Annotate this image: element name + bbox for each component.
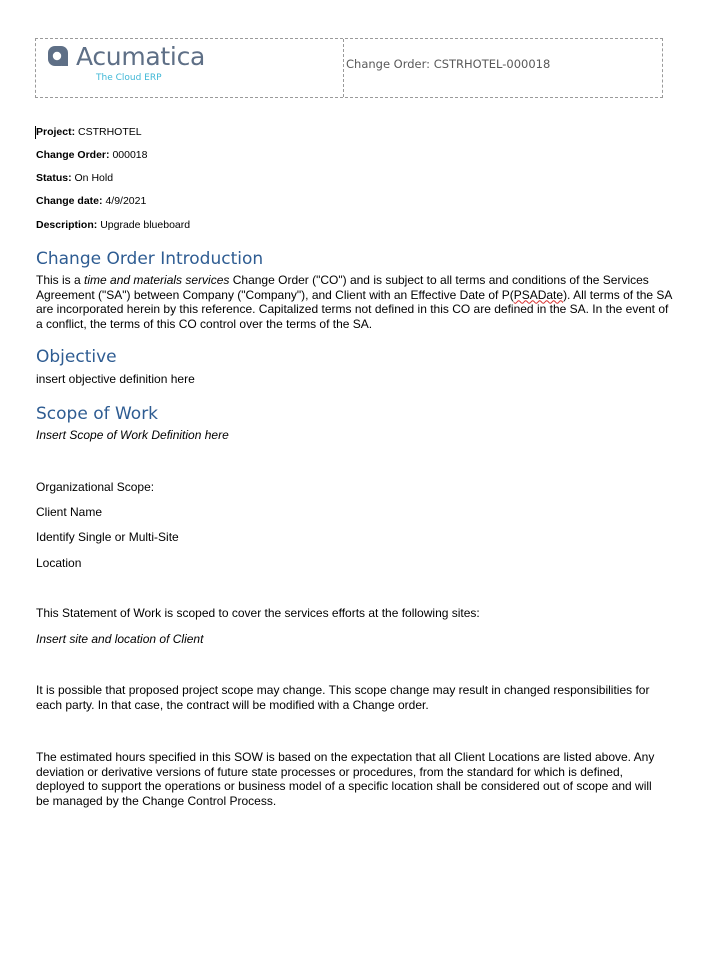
scope-definition: Insert Scope of Work Definition here xyxy=(36,428,229,442)
change-order-label: Change Order: xyxy=(36,149,110,161)
client-name-line: Client Name xyxy=(36,505,103,519)
header-title: Change Order: CSTRHOTEL-000018 xyxy=(346,57,551,71)
acumatica-logo-icon xyxy=(47,45,69,67)
project-label: Project: xyxy=(36,126,76,138)
location-line: Location xyxy=(36,556,82,570)
status-field xyxy=(36,172,113,184)
change-date-label: Change date: xyxy=(36,195,103,207)
status-label: Status: xyxy=(36,172,72,184)
identify-site-line: Identify Single or Multi-Site xyxy=(36,530,179,544)
org-scope-label: Organizational Scope: xyxy=(36,480,155,494)
logo-wordmark: Acumatica xyxy=(76,42,206,71)
objective-heading: Objective xyxy=(36,347,117,367)
intro-heading: Change Order Introduction xyxy=(36,249,264,269)
intro-paragraph xyxy=(36,273,676,331)
intro-text-c: ). All terms of the SA are incorporated herein by this reference. Capitalized terms not defined in this CO are defined in the SA. In the event of a conflict, the terms of this CO control over the terms of the SA. xyxy=(36,287,672,331)
sites-insert: Insert site and location of Client xyxy=(36,632,204,646)
intro-text-b: Change Order ("CO") and is subject to all terms and conditions of the Services Agreement ("SA") between Company ("Company"), and Client with an Effective Date of P( xyxy=(36,273,649,302)
project-value: CSTRHOTEL xyxy=(78,126,142,138)
description-field xyxy=(36,219,190,231)
status-value: On Hold xyxy=(74,172,114,184)
intro-spellcheck-word: PSADate xyxy=(513,287,564,302)
objective-text: insert objective definition here xyxy=(36,372,195,386)
project-field xyxy=(36,126,142,138)
change-order-field xyxy=(36,149,147,161)
sites-statement: This Statement of Work is scoped to cover the services efforts at the following sites: xyxy=(36,606,480,620)
header-logo-cell xyxy=(36,39,344,97)
document-header-table xyxy=(35,38,663,98)
intro-text-a: This is a xyxy=(36,273,85,287)
intro-text-italic: time and materials services xyxy=(84,273,230,287)
description-label: Description: xyxy=(36,219,98,231)
change-date-value: 4/9/2021 xyxy=(105,195,147,207)
change-order-value: 000018 xyxy=(112,149,148,161)
description-value: Upgrade blueboard xyxy=(100,219,191,231)
scope-heading: Scope of Work xyxy=(36,404,159,424)
change-date-field xyxy=(36,195,146,207)
hours-paragraph: The estimated hours specified in this SOW is based on the expectation that all Client Locations are listed above. Any deviation or derivative versions of future state processes or procedures, from the standard for which is defined, deployed to support the operations or business model of a specific location shall be considered out of scope and will be managed by the Change Control Process. xyxy=(36,750,655,808)
logo-tagline: The Cloud ERP xyxy=(96,73,162,83)
scope-change-paragraph: It is possible that proposed project scope may change. This scope change may result in changed responsibilities for each party. In that case, the contract will be modified with a Change order. xyxy=(36,683,650,712)
